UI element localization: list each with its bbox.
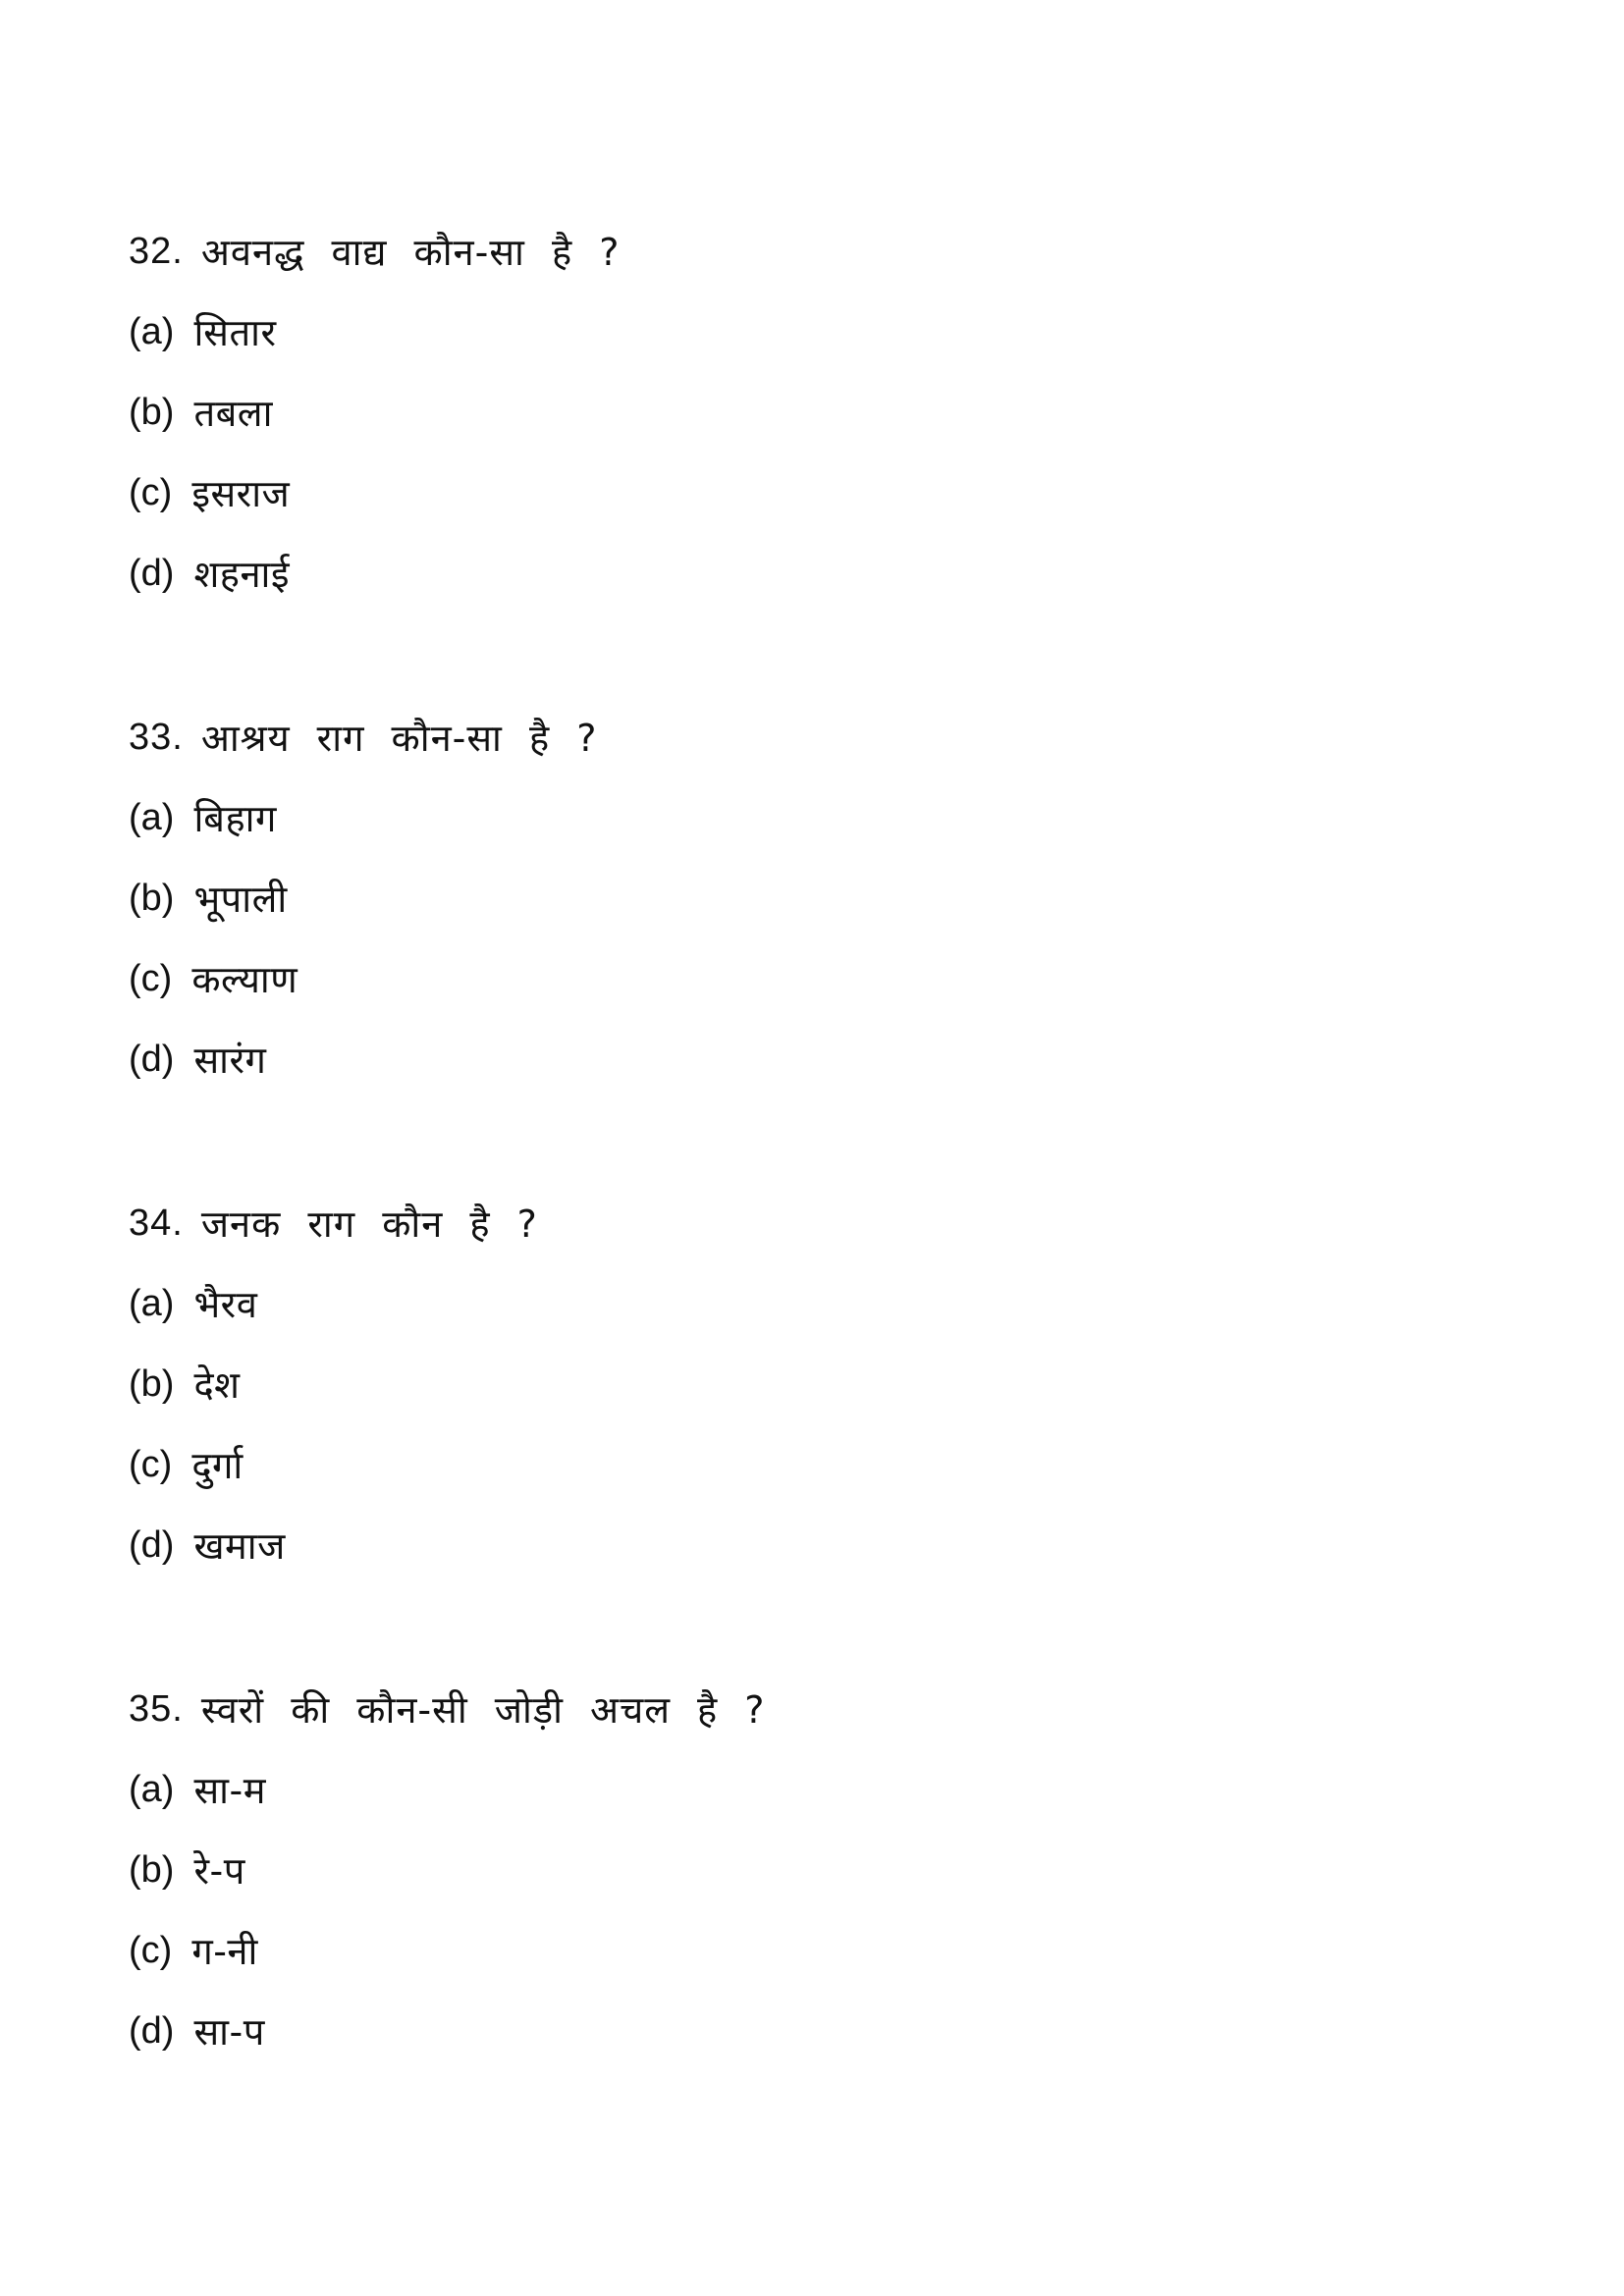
- option-label: (a): [129, 1768, 175, 1810]
- option-label: (d): [129, 1523, 175, 1566]
- question-block: [129, 219, 1405, 621]
- option-label: (d): [129, 2009, 175, 2052]
- option-item: [129, 1838, 1405, 1902]
- question-number: 35.: [129, 1687, 184, 1730]
- question-line: [129, 219, 1405, 284]
- option-item: [129, 1999, 1405, 2063]
- option-label: (a): [129, 310, 175, 352]
- option-label: (b): [129, 877, 175, 919]
- option-label: (d): [129, 1038, 175, 1080]
- option-text: सा-म: [193, 1769, 266, 1812]
- option-item: [129, 541, 1405, 606]
- option-label: (c): [129, 471, 173, 513]
- option-item: [129, 1513, 1405, 1577]
- option-text: दुर्गा: [191, 1444, 244, 1487]
- option-item: [129, 1271, 1405, 1336]
- option-text: कल्याण: [191, 958, 298, 1001]
- option-label: (d): [129, 552, 175, 594]
- option-text: बिहाग: [193, 797, 277, 840]
- question-number: 32.: [129, 230, 184, 272]
- option-text: सारंग: [193, 1039, 267, 1082]
- question-text: आश्रय राग कौन-सा है ?: [200, 717, 598, 760]
- option-label: (c): [129, 1443, 173, 1485]
- option-item: [129, 299, 1405, 364]
- question-block: [129, 705, 1405, 1107]
- question-number: 34.: [129, 1201, 184, 1244]
- option-text: भूपाली: [193, 878, 288, 921]
- question-line: [129, 705, 1405, 770]
- question-line: [129, 1191, 1405, 1255]
- option-item: [129, 1757, 1405, 1822]
- options-list: [129, 1757, 1405, 2063]
- option-label: (a): [129, 796, 175, 838]
- question-text: स्वरों की कौन-सी जोड़ी अचल है ?: [200, 1688, 766, 1732]
- options-list: [129, 299, 1405, 606]
- option-text: शहनाई: [193, 553, 291, 596]
- option-text: रे-प: [193, 1849, 245, 1893]
- option-item: [129, 946, 1405, 1011]
- option-text: खमाज: [193, 1524, 286, 1568]
- option-label: (c): [129, 1929, 173, 1971]
- option-item: [129, 1352, 1405, 1416]
- option-text: तबला: [193, 392, 273, 435]
- option-label: (a): [129, 1282, 175, 1324]
- option-item: [129, 1918, 1405, 1983]
- option-label: (b): [129, 1362, 175, 1405]
- option-label: (c): [129, 957, 173, 999]
- option-text: ग-नी: [191, 1930, 258, 1973]
- option-label: (b): [129, 391, 175, 433]
- question-number: 33.: [129, 716, 184, 758]
- option-text: सितार: [193, 311, 277, 354]
- question-block: [129, 1677, 1405, 2079]
- option-text: सा-प: [193, 2010, 265, 2054]
- option-item: [129, 785, 1405, 850]
- option-label: (b): [129, 1848, 175, 1891]
- option-item: [129, 380, 1405, 445]
- question-block: [129, 1191, 1405, 1593]
- question-text: जनक राग कौन है ?: [200, 1202, 538, 1246]
- option-text: देश: [193, 1363, 241, 1407]
- option-text: इसराज: [191, 472, 291, 515]
- question-line: [129, 1677, 1405, 1741]
- option-text: भैरव: [193, 1283, 258, 1326]
- option-item: [129, 460, 1405, 525]
- question-text: अवनद्ध वाद्य कौन-सा है ?: [200, 231, 621, 274]
- option-item: [129, 866, 1405, 931]
- option-item: [129, 1027, 1405, 1092]
- options-list: [129, 785, 1405, 1092]
- option-item: [129, 1432, 1405, 1497]
- options-list: [129, 1271, 1405, 1577]
